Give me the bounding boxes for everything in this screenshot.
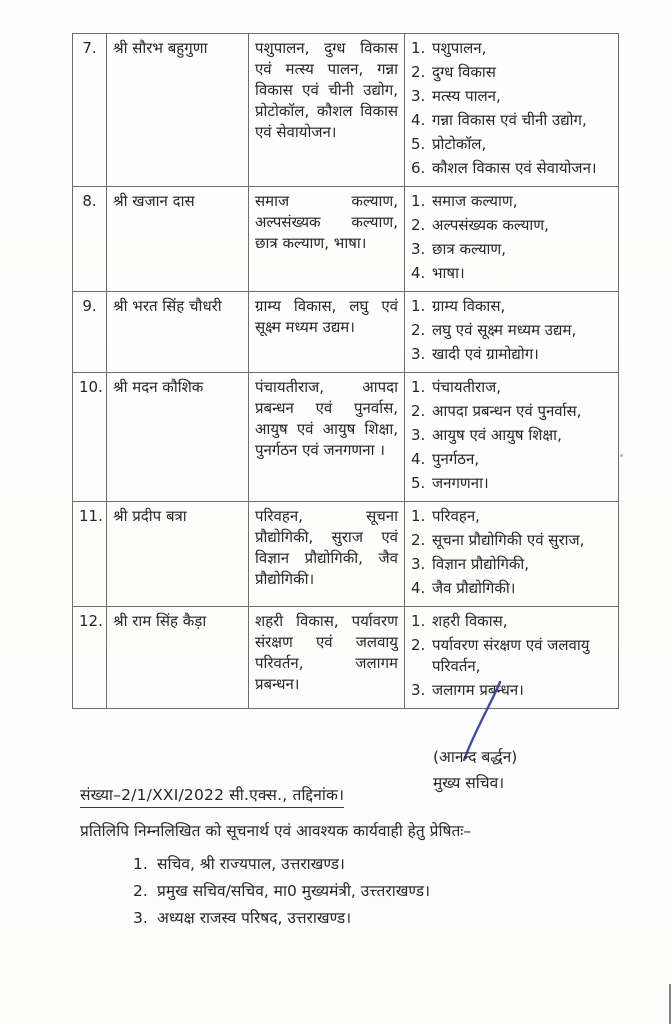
table-row	[73, 373, 619, 502]
portfolio-list-item	[411, 86, 612, 107]
minister-name: श्री प्रदीप बत्रा	[107, 502, 249, 607]
table-row	[73, 292, 619, 373]
portfolio-list-item	[411, 473, 612, 494]
item-number: 5.	[411, 474, 426, 492]
table-row	[73, 607, 619, 709]
assignments-table-body	[73, 34, 619, 709]
portfolio-list-item	[411, 215, 612, 236]
row-number: 12.	[73, 607, 107, 709]
minister-name: श्री सौरभ बहुगुणा	[107, 34, 249, 187]
portfolio-list-item	[411, 425, 612, 446]
copy-recipient-item	[133, 851, 430, 878]
item-text: मत्स्य पालन,	[432, 87, 501, 105]
item-number: 5.	[411, 135, 426, 153]
portfolio-list-item	[411, 578, 612, 599]
minister-name: श्री भरत सिंह चौधरी	[107, 292, 249, 373]
reference-number-line: संख्या–2/1/XXI/2022 सी.एक्स., तद्दिनांक।	[80, 783, 344, 808]
item-number: 2.	[133, 882, 148, 900]
signature-block	[433, 744, 517, 796]
item-text: आपदा प्रबन्धन एवं पुनर्वास,	[432, 402, 582, 420]
item-text: पंचायतीराज,	[432, 378, 501, 396]
item-text: भाषा।	[432, 264, 465, 282]
item-text: प्रमुख सचिव/सचिव, मा0 मुख्यमंत्री, उत्त्तराखण्ड।	[157, 882, 430, 900]
item-number: 1.	[411, 612, 426, 630]
item-number: 1.	[411, 507, 426, 525]
portfolio-text: पशुपालन, दुग्ध विकास एवं मत्स्य पालन, गन्ना विकास एवं चीनी उद्योग, प्रोटोकॉल, कौशल विकास एवं सेवायोजन।	[249, 34, 405, 187]
row-number: 7.	[73, 34, 107, 187]
portfolio-list	[405, 502, 619, 607]
item-number: 3.	[411, 345, 426, 363]
portfolio-list-item	[411, 320, 612, 341]
table-row	[73, 34, 619, 187]
item-number: 2.	[411, 321, 426, 339]
item-text: ग्राम्य विकास,	[432, 297, 506, 315]
signatory-title: मुख्य सचिव।	[433, 774, 505, 792]
item-number: 1.	[411, 297, 426, 315]
portfolio-list-item	[411, 506, 612, 527]
portfolio-list-item	[411, 110, 612, 131]
item-text: शहरी विकास,	[432, 612, 508, 630]
row-number: 11.	[73, 502, 107, 607]
item-number: 1.	[411, 39, 426, 57]
portfolio-list-item	[411, 158, 612, 179]
portfolio-text: पंचायतीराज, आपदा प्रबन्धन एवं पुनर्वास, आयुष एवं आयुष शिक्षा, पुनर्गठन एवं जनगणना ।	[249, 373, 405, 502]
portfolio-list-item	[411, 38, 612, 59]
portfolio-list	[405, 292, 619, 373]
portfolio-list-item	[411, 239, 612, 260]
portfolio-list	[405, 607, 619, 709]
item-number: 2.	[411, 402, 426, 420]
item-number: 1.	[411, 378, 426, 396]
item-text: जलागम प्रबन्धन।	[432, 681, 524, 699]
item-number: 3.	[411, 240, 426, 258]
item-number: 2.	[411, 636, 426, 654]
table-row	[73, 187, 619, 292]
copy-forwarding-note: प्रतिलिपि निम्नलिखित को सूचनार्थ एवं आवश्यक कार्यवाही हेतु प्रेषितः–	[80, 822, 472, 840]
item-text: लघु एवं सूक्ष्म मध्यम उद्यम,	[432, 321, 577, 339]
scan-edge-artifact	[669, 984, 671, 1024]
portfolio-list-item	[411, 344, 612, 365]
item-text: आयुष एवं आयुष शिक्षा,	[432, 426, 562, 444]
scan-speck	[620, 454, 623, 457]
portfolio-assignment-table	[72, 33, 619, 709]
item-text: प्रोटोकॉल,	[432, 135, 487, 153]
item-text: जनगणना।	[432, 474, 489, 492]
copy-recipient-item	[133, 878, 430, 905]
item-number: 2.	[411, 216, 426, 234]
copy-recipients-list	[133, 851, 430, 932]
item-text: गन्ना विकास एवं चीनी उद्योग,	[432, 111, 587, 129]
item-text: सचिव, श्री राज्यपाल, उत्तराखण्ड।	[157, 855, 345, 873]
row-number: 8.	[73, 187, 107, 292]
item-number: 3.	[411, 426, 426, 444]
portfolio-list-item	[411, 401, 612, 422]
portfolio-list-item	[411, 530, 612, 551]
item-text: सूचना प्रौद्योगिकी एवं सुराज,	[432, 531, 585, 549]
portfolio-text: समाज कल्याण, अल्पसंख्यक कल्याण, छात्र कल्याण, भाषा।	[249, 187, 405, 292]
minister-name: श्री खजान दास	[107, 187, 249, 292]
item-text: परिवहन,	[432, 507, 480, 525]
portfolio-list	[405, 34, 619, 187]
item-number: 2.	[411, 63, 426, 81]
copy-recipient-item	[133, 905, 430, 932]
item-text: विज्ञान प्रौद्योगिकी,	[432, 555, 530, 573]
portfolio-text: शहरी विकास, पर्यावरण संरक्षण एवं जलवायु परिवर्तन, जलागम प्रबन्धन।	[249, 607, 405, 709]
item-number: 1.	[133, 855, 148, 873]
portfolio-list-item	[411, 377, 612, 398]
item-text: समाज कल्याण,	[432, 192, 518, 210]
portfolio-list-item	[411, 611, 612, 632]
portfolio-list-item	[411, 62, 612, 83]
portfolio-list-item	[411, 635, 612, 677]
portfolio-list-item	[411, 134, 612, 155]
portfolio-list-item	[411, 449, 612, 470]
portfolio-list-item	[411, 296, 612, 317]
row-number: 10.	[73, 373, 107, 502]
minister-name: श्री राम सिंह कैड़ा	[107, 607, 249, 709]
portfolio-list-item	[411, 554, 612, 575]
item-text: पुनर्गठन,	[432, 450, 480, 468]
item-number: 3.	[133, 909, 148, 927]
item-text: अल्पसंख्यक कल्याण,	[432, 216, 549, 234]
item-text: छात्र कल्याण,	[432, 240, 507, 258]
portfolio-list-item	[411, 191, 612, 212]
item-text: जैव प्रौद्योगिकी।	[432, 579, 516, 597]
portfolio-text: परिवहन, सूचना प्रौद्योगिकी, सुराज एवं विज्ञान प्रौद्योगिकी, जैव प्रौद्योगिकी।	[249, 502, 405, 607]
item-number: 4.	[411, 579, 426, 597]
item-number: 4.	[411, 264, 426, 282]
item-number: 1.	[411, 192, 426, 210]
item-text: कौशल विकास एवं सेवायोजन।	[432, 159, 597, 177]
item-number: 3.	[411, 681, 426, 699]
portfolio-list-item	[411, 680, 612, 701]
portfolio-text: ग्राम्य विकास, लघु एवं सूक्ष्म मध्यम उद्यम।	[249, 292, 405, 373]
portfolio-list	[405, 373, 619, 502]
portfolio-list	[405, 187, 619, 292]
item-number: 4.	[411, 111, 426, 129]
item-number: 3.	[411, 555, 426, 573]
item-number: 6.	[411, 159, 426, 177]
row-number: 9.	[73, 292, 107, 373]
item-text: पर्यावरण संरक्षण एवं जलवायु परिवर्तन,	[432, 636, 590, 675]
item-text: पशुपालन,	[432, 39, 487, 57]
item-text: खादी एवं ग्रामोद्योग।	[432, 345, 539, 363]
item-number: 3.	[411, 87, 426, 105]
item-number: 2.	[411, 531, 426, 549]
minister-name: श्री मदन कौशिक	[107, 373, 249, 502]
item-text: अध्यक्ष राजस्व परिषद, उत्तराखण्ड।	[157, 909, 352, 927]
signatory-name: (आनन्द बर्द्धन)	[433, 748, 518, 766]
item-text: दुग्ध विकास	[432, 63, 496, 81]
table-row	[73, 502, 619, 607]
portfolio-list-item	[411, 263, 612, 284]
item-number: 4.	[411, 450, 426, 468]
